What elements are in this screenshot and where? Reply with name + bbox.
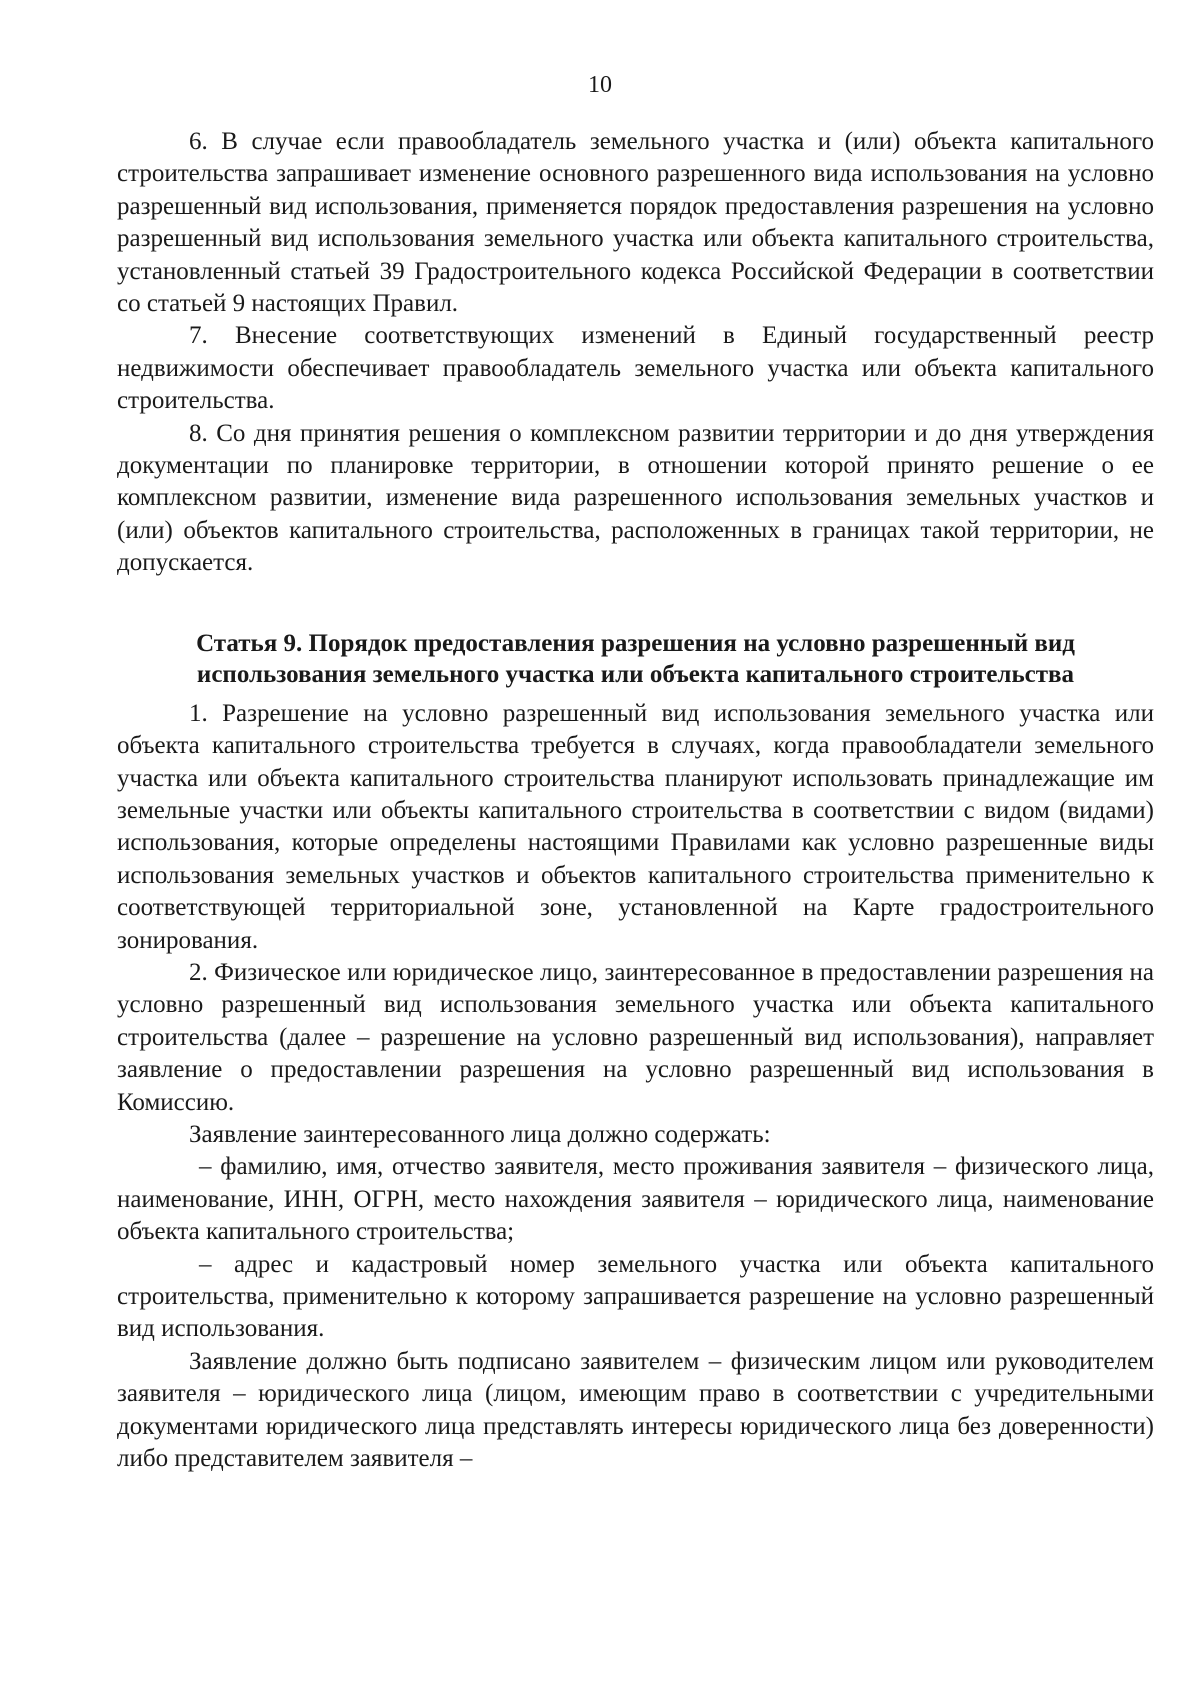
list-item-address-cadastral: – адрес и кадастровый номер земельного участка или объекта капитального строительства, применительно к которому запрашивается разрешение на условно разрешенный вид использования. [117, 1250, 1154, 1343]
document-body [117, 126, 1154, 1475]
paragraph-item-7: 7. Внесение соответствующих изменений в Единый государственный реестр недвижимости обеспечивает правообладатель земельного участка или объекта капитального строительства. [117, 322, 1154, 415]
paragraph-item-8: 8. Со дня принятия решения о комплексном развитии территории и до дня утверждения документации по планировке территории, в отношении которой принято решение о ее комплексном развитии, изменение вида разрешенного использования земельных участков и (или) объектов капитального строительства, расположенных в границах такой территории, не допускается. [117, 419, 1154, 577]
page-number: 10 [588, 72, 612, 98]
article-paragraph-1: 1. Разрешение на условно разрешенный вид использования земельного участка или объекта капитального строительства требуется в случаях, когда правообладатели земельного участка или объекта капитального строительства планируют использовать принадлежащие им земельные участки или объекты капитального строительства в соответствии с видом (видами) использования, которые определены настоящими Правилами как условно разрешенные виды использования земельных участков и объектов капитального строительства применительно к соответствующей территориальной зоне, установленной на Карте градостроительного зонирования. [117, 699, 1154, 954]
article-paragraph-2: 2. Физическое или юридическое лицо, заинтересованное в предоставлении разрешения на условно разрешенный вид использования земельного участка или объекта капитального строительства (далее – разрешение на условно разрешенный вид использования), направляет заявление о предоставлении разрешения на условно разрешенный вид использования в Комиссию. [117, 958, 1154, 1116]
paragraph-item-6: 6. В случае если правообладатель земельного участка и (или) объекта капитального строительства запрашивает изменение основного разрешенного вида использования на условно разрешенный вид использования, применяется порядок предоставления разрешения на условно разрешенный вид использования земельного участка или объекта капитального строительства, установленный статьей 39 Градостроительного кодекса Российской Федерации в соответствии со статьей 9 настоящих Правил. [117, 128, 1154, 318]
list-item-applicant-details: – фамилию, имя, отчество заявителя, место проживания заявителя – физического лица, наименование, ИНН, ОГРН, место нахождения заявителя – юридического лица, наименование объекта капитального строительства; [117, 1153, 1154, 1246]
article-title-line-2: использования земельного участка или объекта капитального строительства [196, 660, 1075, 688]
article-title [117, 628, 1154, 690]
article-title-line-1: Статья 9. Порядок предоставления разрешения на условно разрешенный вид [196, 629, 1075, 657]
application-signature-paragraph: Заявление должно быть подписано заявителем – физическим лицом или руководителем заявителя – юридического лица (лицом, имеющим право в соответствии с учредительными документами юридического лица представлять интересы юридического лица без доверенности) либо представителем заявителя – [117, 1347, 1154, 1473]
application-contents-intro: Заявление заинтересованного лица должно содержать: [189, 1120, 771, 1148]
